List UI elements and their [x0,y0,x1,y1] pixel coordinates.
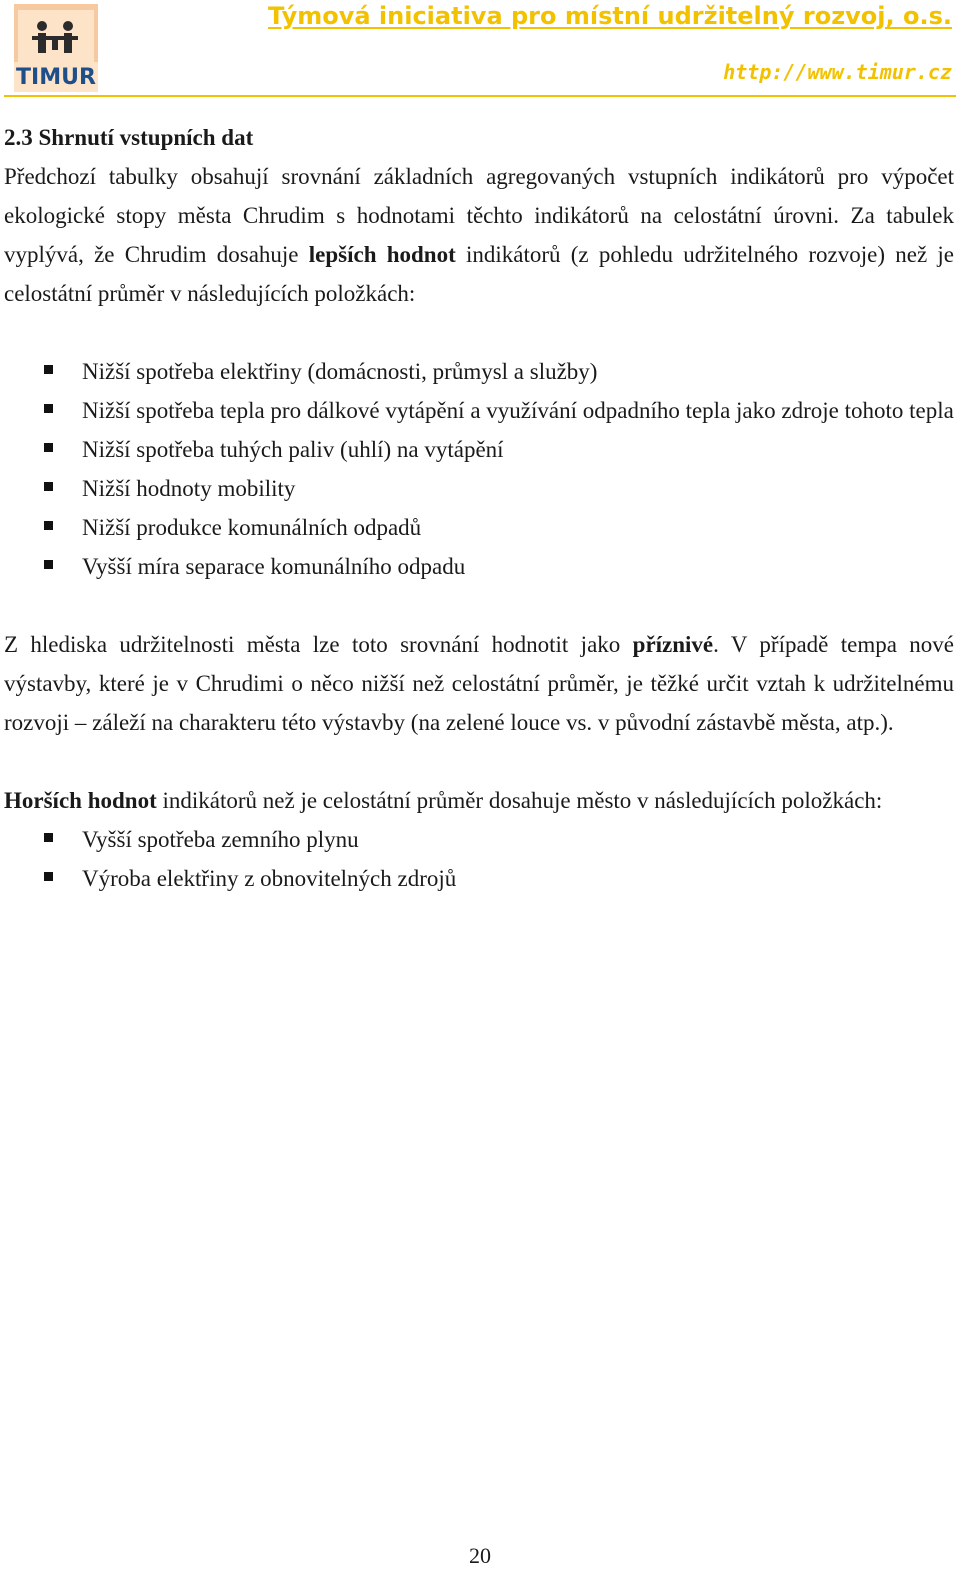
assessment-bold: příznivé [632,632,714,657]
org-title: Týmová iniciativa pro místní udržitelný rozvoj, o.s. [268,2,952,30]
timur-logo [12,2,100,94]
worse-intro-paragraph [4,781,954,820]
square-bullet-icon [44,482,53,491]
list-item-text: Nižší spotřeba tepla pro dálkové vytápění a využívání odpadního tepla jako zdroje tohoto tepla [82,398,954,423]
list-item-text: Nižší hodnoty mobility [82,476,296,501]
spacer [4,313,954,352]
worse-values-list [4,820,954,898]
list-item-text: Vyšší míra separace komunálního odpadu [82,554,466,579]
list-item-text: Nižší spotřeba elektřiny (domácnosti, průmysl a služby) [82,359,598,384]
list-item [4,469,954,508]
list-item-text: Nižší produkce komunálních odpadů [82,515,422,540]
worse-intro-bold: Horších hodnot [4,788,157,813]
intro-paragraph [4,157,954,313]
list-item [4,352,954,391]
better-values-list [4,352,954,586]
square-bullet-icon [44,560,53,569]
spacer [4,742,954,781]
list-item [4,391,954,430]
square-bullet-icon [44,443,53,452]
assessment-text-1: Z hlediska udržitelnosti města lze toto srovnání hodnotit jako [4,632,633,657]
intro-text-1: Předchozí tabulky obsahují srovnání základních agregovaných vstupních indikátorů pro výpočet ekologické stopy města Chrudim s hodnotami těchto indikátorů na celostátní úrovni. Za tabulek vyplývá, že Chrudim dosahuje [4,164,954,267]
list-item-text: Nižší spotřeba tuhých paliv (uhlí) na vytápění [82,437,504,462]
square-bullet-icon [44,521,53,530]
assessment-paragraph [4,625,954,742]
page-number: 20 [469,1543,491,1568]
document-content [4,118,954,898]
list-item [4,430,954,469]
list-item [4,859,954,898]
org-url[interactable]: http://www.timur.cz [723,60,952,84]
logo-text: TIMUR [16,65,96,90]
square-bullet-icon [44,872,53,881]
square-bullet-icon [44,365,53,374]
intro-text-2: indikátorů (z pohledu udržitelného rozvoje) než je celostátní průměr v následujících položkách: [4,242,954,306]
spacer [4,586,954,625]
square-bullet-icon [44,833,53,842]
section-heading: 2.3 Shrnutí vstupních dat [4,125,254,150]
header-divider [4,95,956,97]
worse-intro-text: indikátorů než je celostátní průměr dosahuje město v následujících položkách: [156,788,883,813]
square-bullet-icon [44,404,53,413]
list-item-text: Vyšší spotřeba zemního plynu [82,827,359,852]
assessment-text-2: . V případě tempa nové výstavby, které je v Chrudimi o něco nižší než celostátní průměr, je těžké určit vztah k udržitelnému rozvoji – záleží na charakteru této výstavby (na zelené louce vs. v původní zástavbě města, atp.). [4,632,955,735]
list-item [4,508,954,547]
list-item [4,547,954,586]
list-item-text: Výroba elektřiny z obnovitelných zdrojů [82,866,457,891]
intro-bold: lepších hodnot [308,242,456,267]
list-item [4,820,954,859]
